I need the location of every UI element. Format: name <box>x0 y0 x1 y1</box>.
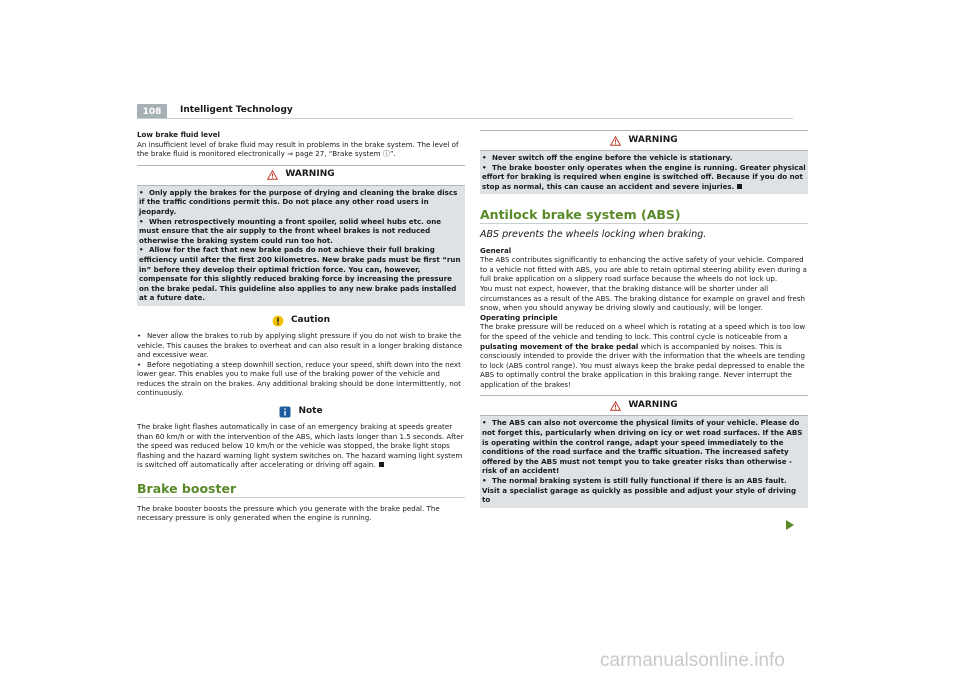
note-text: The brake light flashes automatically in case of an emergency braking at speeds greater than 60 km/h or with the intervention of the ABS, which lasts longer than 1.5 seconds. After the speed was reduced below 10 km/h or the vehicle was stopped, the brake light stops flashing and the hazard warning light system switches on. The hazard warning light system is switched off automatically after accelerating or driving off again. <box>137 422 464 470</box>
warning-header <box>480 130 808 151</box>
caution-item: • Before negotiating a steep downhill section, reduce your speed, shift down into the next lower gear. This enables you to make full use of the braking power of the vehicle and reduces the strain on the brakes. Any additional braking should be done intermittently, not continuously. <box>137 359 461 398</box>
right-column <box>480 130 808 508</box>
warning-item: • The ABS can also not overcome the physical limits of your vehicle. Please do not forget this, particularly when driving on icy or wet road surfaces. If the ABS is operating within the control range, adapt your speed immediately to the conditions of the road surface and the traffic situation. The increased safety offered by the ABS must not tempt you to take greater risks than otherwise - risk of an accident! <box>482 418 803 476</box>
warning-body <box>480 151 808 194</box>
brake-booster-heading: Brake booster <box>137 484 465 498</box>
abs-subtitle: ABS prevents the wheels locking when braking. <box>480 228 707 240</box>
warning-header <box>480 395 808 416</box>
note-header <box>137 402 465 422</box>
warning-item: • Allow for the fact that new brake pads do not achieve their full braking efficiency until after the first 200 kilometres. New brake pads must be first “run in” before they develop their optimal friction force. You can, however, compensate for this slightly reduced braking force by increasing the pressure on the brake pedal. This guideline also applies to any new brake pads installed at a future date. <box>139 245 461 303</box>
warning-triangle-icon <box>610 136 621 146</box>
warning-title: WARNING <box>628 400 678 411</box>
warning-item: • Never switch off the engine before the vehicle is stationary. <box>482 153 733 162</box>
general-title: General <box>480 245 512 255</box>
warning-item: • Only apply the brakes for the purpose of drying and cleaning the brake discs if the traffic conditions permit this. Do not place any other road users in jeopardy. <box>139 187 458 216</box>
principle-title: Operating principle <box>480 312 558 322</box>
warning-triangle-icon <box>267 170 278 180</box>
end-of-section-icon <box>737 184 742 189</box>
next-page-arrow-icon[interactable] <box>786 520 794 530</box>
brake-fluid-title: Low brake fluid level <box>137 130 220 139</box>
note-info-icon <box>279 406 291 418</box>
caution-item: • Never allow the brakes to rub by applying slight pressure if you do not wish to brake the vehicle. This causes the brakes to overheat and can also result in a longer braking distance and excessive wear. <box>137 330 463 360</box>
watermark: carmanualsonline.info <box>600 650 785 671</box>
warning-box-3 <box>480 395 808 507</box>
left-column <box>137 130 465 523</box>
warning-box-2 <box>480 130 808 194</box>
header-rule <box>137 118 793 119</box>
warning-title: WARNING <box>285 169 335 180</box>
note-title: Note <box>298 406 323 417</box>
caution-box <box>137 311 465 398</box>
caution-exclamation-icon <box>272 315 284 327</box>
page-number: 108 <box>137 104 167 119</box>
warning-item: • The brake booster only operates when the engine is running. Greater physical effort for braking is required when engine is switched off. Because if you do not stop as normal, this can cause an accident and severe injuries. <box>482 162 806 191</box>
running-header: Intelligent Technology <box>180 105 293 115</box>
warning-header <box>137 165 465 186</box>
warning-body <box>480 416 808 507</box>
warning-title: WARNING <box>628 134 678 145</box>
general-paragraph: The ABS contributes significantly to enhancing the active safety of your vehicle. Compared to a vehicle not fitted with ABS, you are able to retain optimal steering ability even during a full brake application on a slippery road surface because the wheels do not lock up. <box>480 255 807 284</box>
brake-booster-text: The brake booster boosts the pressure which you generate with the brake pedal. The necessary pressure is only generated when the engine is running. <box>137 503 440 523</box>
end-of-section-icon <box>379 462 384 467</box>
warning-item: • The normal braking system is still fully functional if there is an ABS fault. Visit a specialist garage as quickly as possible and adjust your style of driving to <box>482 476 797 505</box>
principle-paragraph: The brake pressure will be reduced on a wheel which is rotating at a speed which is too low for the speed of the vehicle and tending to lock. This control cycle is noticeable from a pulsating movement of the brake pedal which is accompanied by noises. This is consciously intended to provide the driver with the information that the wheels are tending to lock (ABS control range). You must always keep the brake pedal depressed to enable the ABS to optimally control the brake application in this braking range. Never interrupt the application of the brakes! <box>480 322 806 389</box>
warning-triangle-icon <box>610 401 621 411</box>
warning-item: • When retrospectively mounting a front spoiler, solid wheel hubs etc. one must ensure that the air supply to the front wheel brakes is not reduced otherwise the braking system could run too hot. <box>139 216 442 245</box>
caution-title: Caution <box>290 315 331 326</box>
warning-body <box>137 186 465 306</box>
general-paragraph: You must not expect, however, that the braking distance will be shorter under all circumstances as a result of the ABS. The braking distance for example on gravel and fresh snow, when you should anyway be driving slowly and cautiously, will be longer. <box>480 283 806 313</box>
note-box <box>137 402 465 470</box>
caution-header <box>137 311 465 331</box>
brake-fluid-text: An insufficient level of brake fluid may result in problems in the brake system. The level of the brake fluid is monitored electronically ⇒ page 27, “Brake system ⓘ”. <box>137 139 459 159</box>
abs-heading: Antilock brake system (ABS) <box>480 210 808 224</box>
warning-box-1 <box>137 165 465 306</box>
